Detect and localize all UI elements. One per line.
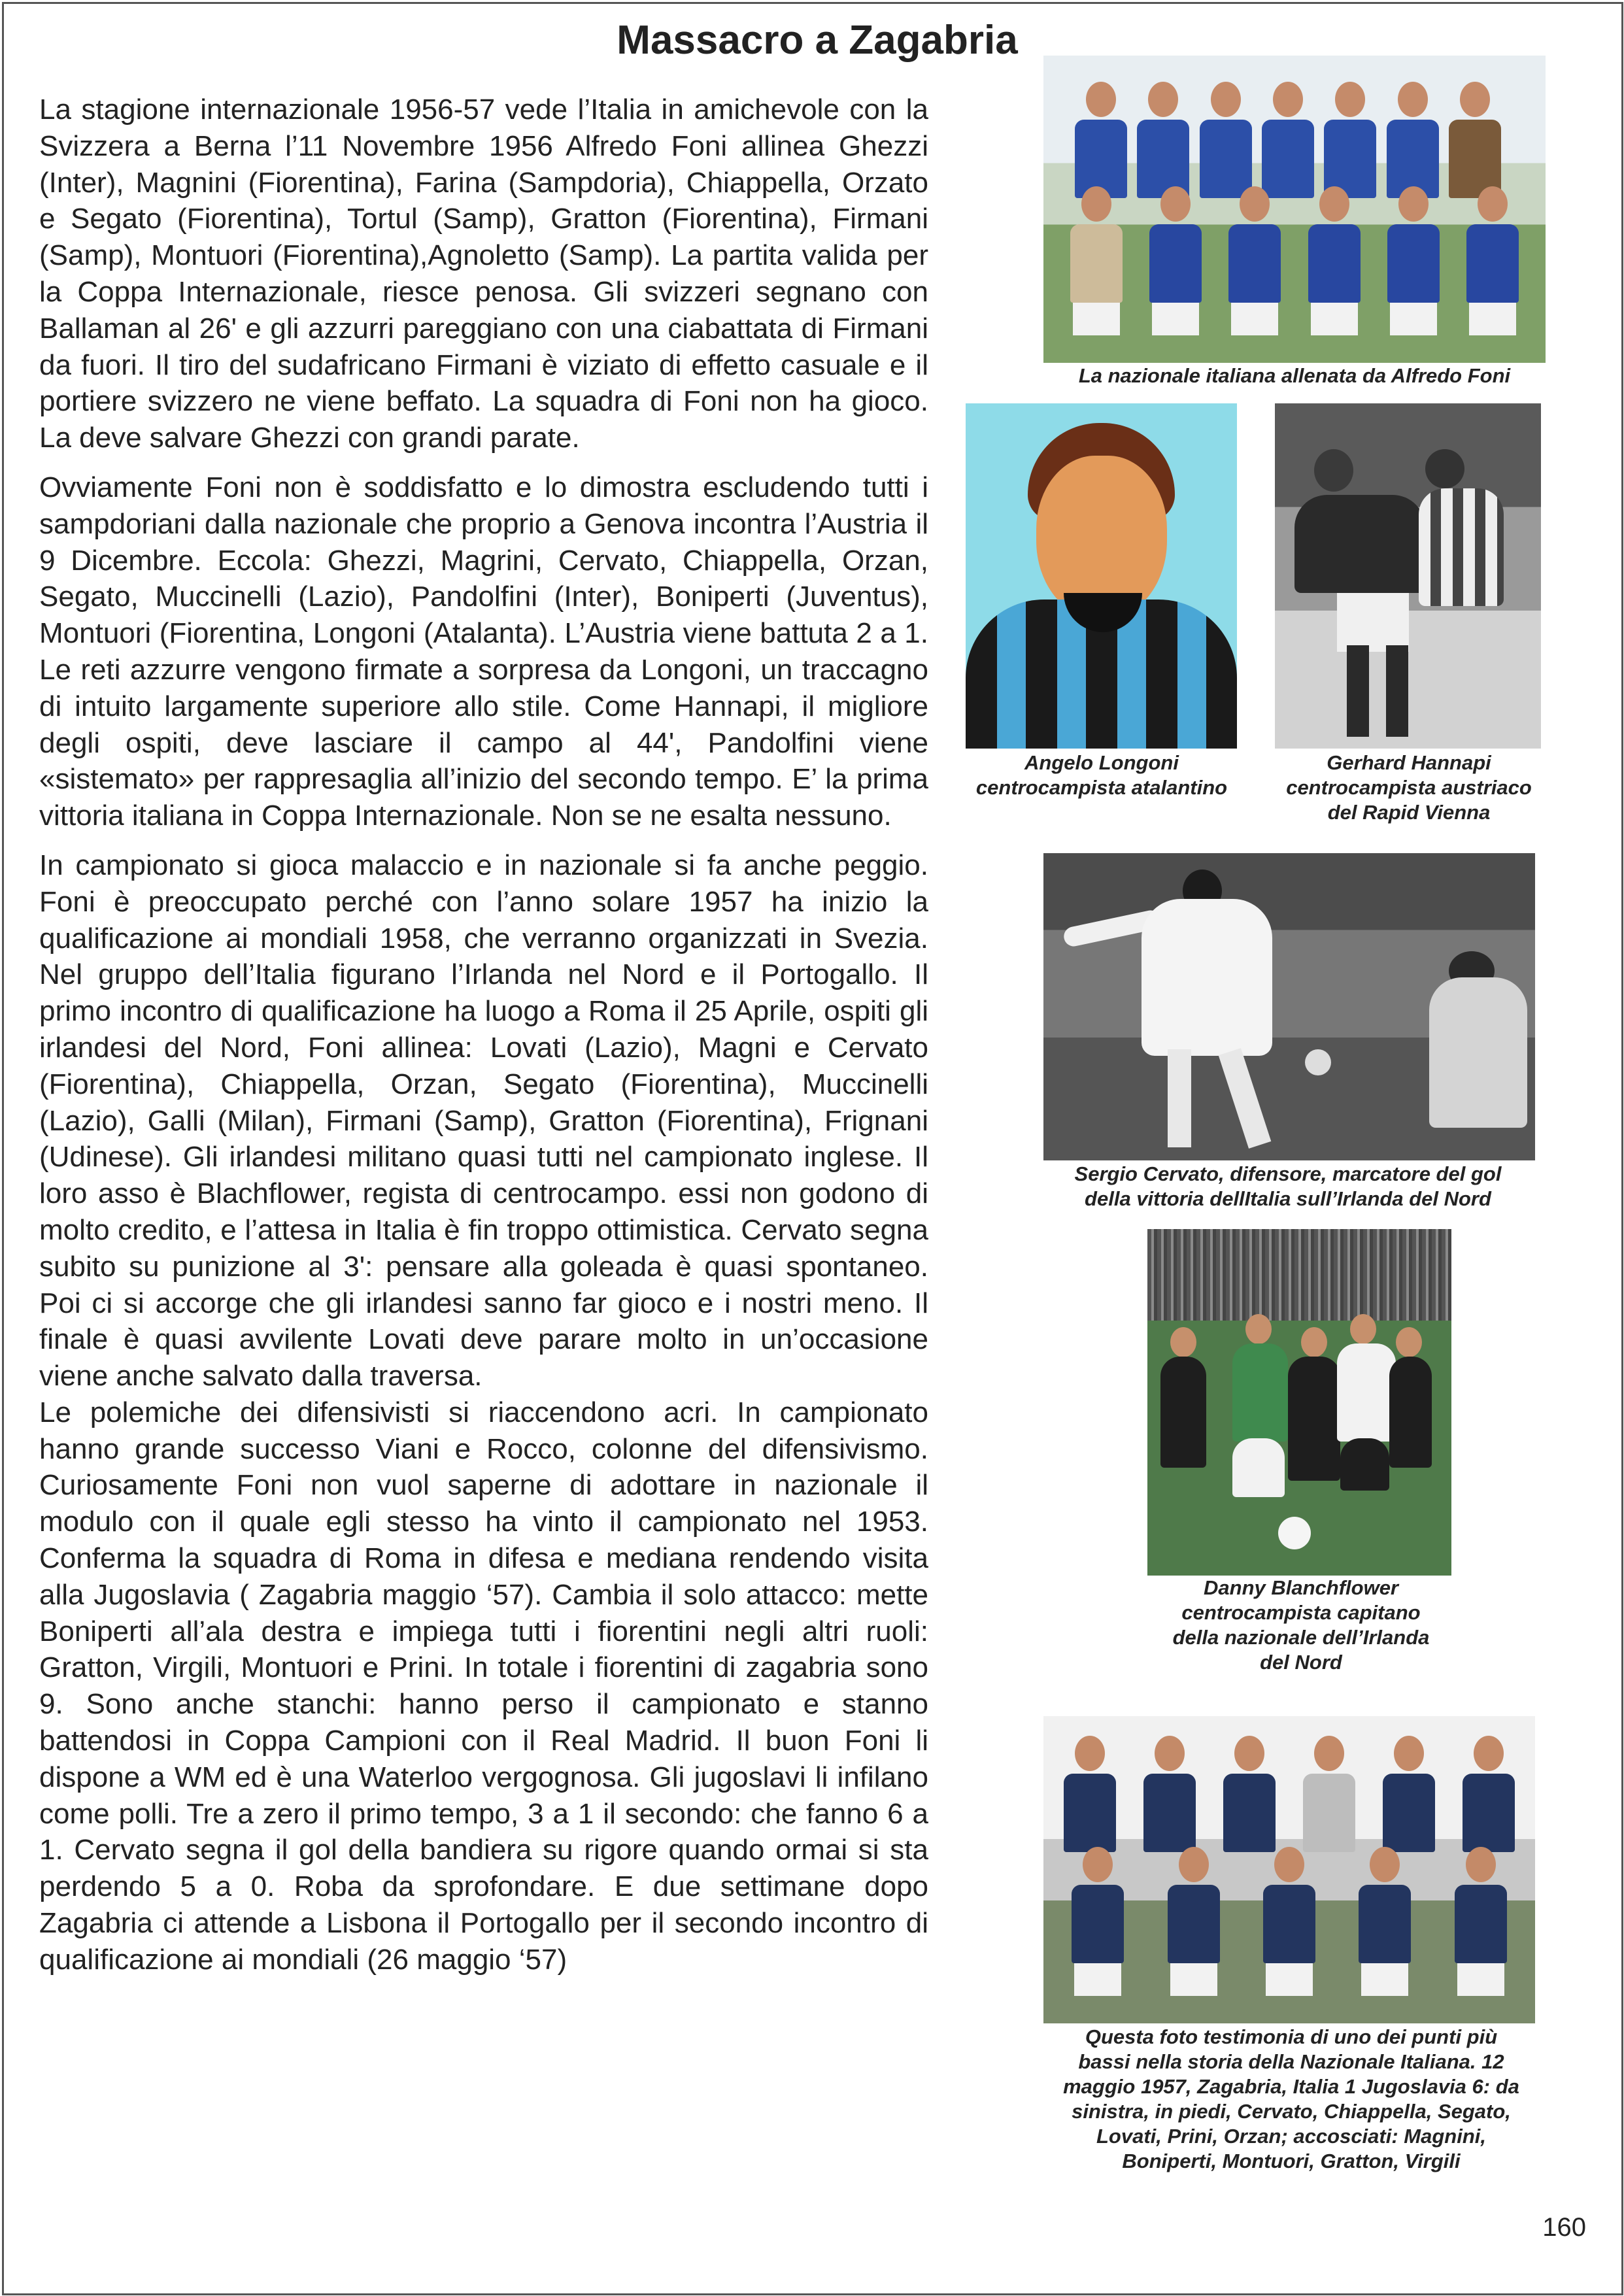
- photo-sergio-cervato: [1043, 853, 1535, 1160]
- paragraph: Ovviamente Foni non è soddisfatto e lo dimostra escludendo tutti i sampdoriani dalla nazionale che proprio a Genova incontra l’Austria il 9 Dicembre. Eccola: Ghezzi, Magrini, Cervato, Chiappella, Orzan, Segato, Muccinelli (Lazio), Pandolfini (Inter), Boniperti (Juventus), Montuori (Fiorentina, Longoni (Atalanta). L’Austria viene battuta 2 a 1. Le reti azzurre vengono firmate a sorpresa da Longoni, un traccagno di intuito largamente superiore allo stile. Come Hannapi, il migliore degli ospiti, deve lasciare il campo al 44', Pandolfini viene «sistemato» per rappresaglia all’inizio del secondo tempo. E’ la prima vittoria italiana in Coppa Internazionale. Non se ne esalta nessuno.: [39, 471, 928, 832]
- caption-photo4: Sergio Cervato, difensore, marcatore del gol della vittoria dellItalia sull’Irlanda del Nord: [1074, 1162, 1502, 1210]
- caption-photo1: La nazionale italiana allenata da Alfredo Foni: [1078, 364, 1511, 387]
- caption-photo6: Questa foto testimonia di uno dei punti più bassi nella storia della Nazionale Italiana. 12 maggio 1957, Zagabria, Italia 1 Jugoslavia 6: da sinistra, in piedi, Cervato, Chiappella, Segato, Lovati, Prini, Orzan; accosciati: Magnini, Boniperti, Montuori, Gratton, Virgili: [1063, 2025, 1519, 2172]
- photo-danny-blanchflower: [1147, 1229, 1451, 1576]
- page-number: 160: [1542, 2213, 1586, 2242]
- paragraph: La stagione internazionale 1956-57 vede l’Italia in amichevole con la Svizzera a Berna l’11 Novembre 1956 Alfredo Foni allinea Ghezzi (Inter), Magnini (Fiorentina), Farina (Sampdoria), Chiappella, Orzato e Segato (Fiorentina), Tortul (Samp), Gratton (Fiorentina), Firmani (Samp), Montuori (Fiorentina),Agnoletto (Samp). La partita valida per la Coppa Internazionale, riesce penosa. Gli svizzeri segnano con Ballaman al 26' e gli azzurri pareggiano con una ciabattata di Firmani da fuori. Il tiro del sudafricano Firmani è viziato di effetto casuale e il portiere svizzero ne viene beffato. La squadra di Foni non ha gioco. La deve salvare Ghezzi con grandi parate.: [39, 93, 928, 454]
- photo-gerhard-hannapi: [1275, 403, 1541, 749]
- article-body: [39, 92, 928, 1978]
- caption-photo5: Danny Blanchflower centrocampista capitano della nazionale dell’Irlanda del Nord: [1172, 1576, 1430, 1674]
- page-title: Massacro a Zagabria: [617, 18, 1018, 63]
- photo-italian-team: [1043, 56, 1546, 363]
- photo-zagabria-team: [1043, 1716, 1535, 2023]
- paragraph: Le polemiche dei difensivisti si riaccendono acri. In campionato hanno grande successo Viani e Rocco, colonne del difensivismo. Curiosamente Foni non vuol saperne di adottare in nazionale il modulo con il quale egli stesso ha vinto il campionato nel 1953. Conferma la squadra di Roma in difesa e mediana rendendo visita alla Jugoslavia ( Zagabria maggio ‘57). Cambia il solo attacco: mette Boniperti all’ala destra e impiega tutti i fiorentini negli altri ruoli: Gratton, Virgili, Montuori e Prini. In totale i fiorentini di zagabria sono 9. Sono anche stanchi: hanno perso il campionato e stanno battendosi in Coppa Campioni con il Real Madrid. Il buon Foni li dispone a WM ed è una Waterloo vergognosa. Gli jugoslavi li infilano come polli. Tre a zero il primo tempo, 3 a 1 il secondo: che fanno 6 a 1. Cervato segna il gol della bandiera su rigore quando ormai si sta perdendo 5 a 0. Roba da sprofondare. E due settimane dopo Zagabria ci attende a Lisbona il Portogallo per il secondo incontro di qualificazione ai mondiali (26 maggio ‘57): [39, 1396, 928, 1976]
- photo-angelo-longoni: [966, 403, 1237, 749]
- caption-photo2: Angelo Longoni centrocampista atalantino: [975, 751, 1228, 799]
- paragraph: In campionato si gioca malaccio e in nazionale si fa anche peggio. Foni è preoccupato perché con l’anno solare 1957 ha inizio la qualificazione ai mondiali 1958, che verranno organizzati in Svezia. Nel gruppo dell’Italia figurano l’Irlanda nel Nord e il Portogallo. Il primo incontro di qualificazione ha luogo a Roma il 25 Aprile, ospiti gli irlandesi del Nord, Foni allinea: Lovati (Lazio), Magni e Cervato (Fiorentina), Chiappella, Orzan, Segato (Fiorentina), Muccinelli (Lazio), Galli (Milan), Firmani (Samp), Gratton (Fiorentina), Frignani (Udinese). Gli irlandesi militano quasi tutti nel campionato inglese. Il loro asso è Blachflower, regista di centrocampo. essi non godono di molto credito, e l’attesa in Italia è fin troppo ottimistica. Cervato segna subito su punizione al 3': pensare alla goleada è quasi spontaneo. Poi ci si accorge che gli irlandesi sanno far gioco e i nostri meno. Il finale è quasi avvilente Lovati deve parare molto in un’occasione viene anche salvato dalla traversa.: [39, 849, 928, 1393]
- caption-photo3: Gerhard Hannapi centrocampista austriaco del Rapid Vienna: [1286, 751, 1532, 824]
